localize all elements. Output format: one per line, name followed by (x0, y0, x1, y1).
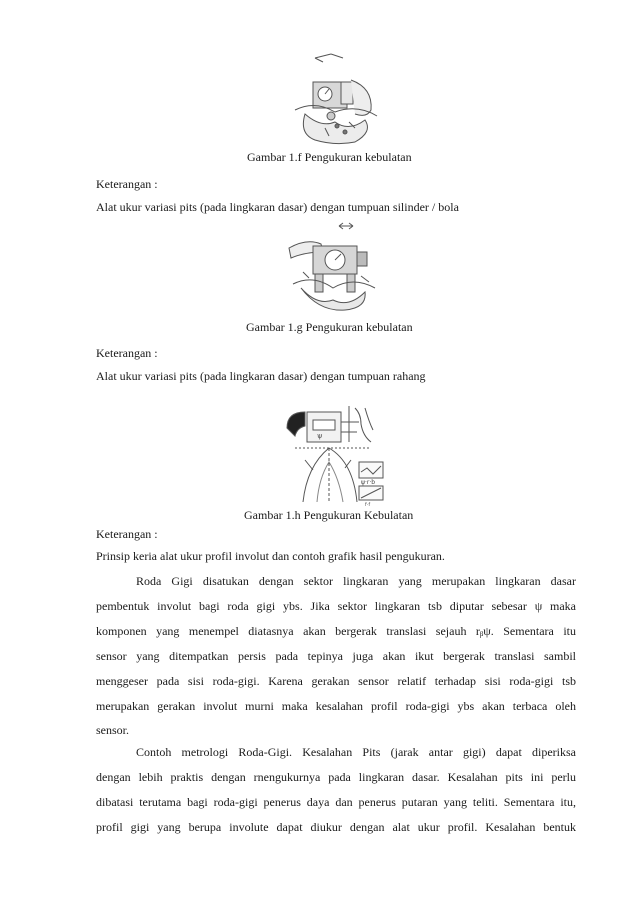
paragraph-1-line-2: pembentuk involut bagi roda gigi ybs. Jika sektor lingkaran tsb diputar sebesar ψ maka (96, 599, 576, 613)
paragraph-2-line-3: dibatasi terutama bagi roda-gigi penerus daya dan penerus putaran yang teliti. Sementara itu, (96, 795, 576, 809)
paragraph-2-line-4: profil gigi yang berupa involute dapat diukur dengan alat ukur profil. Kesalahan bentuk (96, 820, 576, 834)
figure-1f-illustration (285, 52, 385, 152)
paragraph-2-line-1: Contoh metrologi Roda-Gigi. Kesalahan Pits (jarak antar gigi) dapat diperiksa (136, 745, 576, 759)
figure-1h-caption: Gambar 1.h Pengukuran Kebulatan (244, 508, 414, 522)
paragraph-1-line-4: sensor yang ditempatkan persis pada tepinya juga akan ikut bergerak translasi sambil (96, 649, 576, 663)
paragraph-1-line-3: komponen yang menempel diatasnya akan bergerak translasi sejauh rᵦψ. Sementara itu (96, 624, 576, 638)
figure-1g-caption: Gambar 1.g Pengukuran kebulatan (246, 320, 413, 334)
figure-1g-label: Keterangan : (96, 346, 158, 360)
paragraph-1-line-5: menggeser pada sisi roda-gigi. Karena gerakan sensor relatif terhadap sisi roda-gigi tsb (96, 674, 576, 688)
figure-1h-psi-label: ψ (317, 432, 323, 440)
paragraph-1-line-6: merupakan gerakan involut murni maka kesalahan profil roda-gigi ybs akan terbaca oleh (96, 699, 576, 713)
figure-1h-tick-label: f·f (365, 502, 371, 506)
figure-1g-description: Alat ukur variasi pits (pada lingkaran dasar) dengan tumpuan rahang (96, 369, 426, 383)
figure-1f-label: Keterangan : (96, 177, 158, 191)
paragraph-1-line-7: sensor. (96, 723, 129, 737)
figure-1f-description: Alat ukur variasi pits (pada lingkaran dasar) dengan tumpuan silinder / bola (96, 200, 459, 214)
figure-1h-graph-label: ψ·r·b (361, 479, 376, 486)
paragraph-2-line-2: dengan lebih praktis dengan rnengukurnya pada lingkaran dasar. Kesalahan pits ini perlu (96, 770, 576, 784)
paragraph-1-line-1: Roda Gigi disatukan dengan sektor lingkaran yang merupakan lingkaran dasar (136, 574, 576, 588)
figure-1f-caption: Gambar 1.f Pengukuran kebulatan (247, 150, 412, 164)
figure-1h-illustration (283, 402, 393, 506)
figure-1h-description: Prinsip keria alat ukur profil involut dan contoh grafik hasil pengukuran. (96, 549, 445, 563)
figure-1g-illustration (283, 222, 383, 312)
figure-1h-label: Keterangan : (96, 527, 158, 541)
